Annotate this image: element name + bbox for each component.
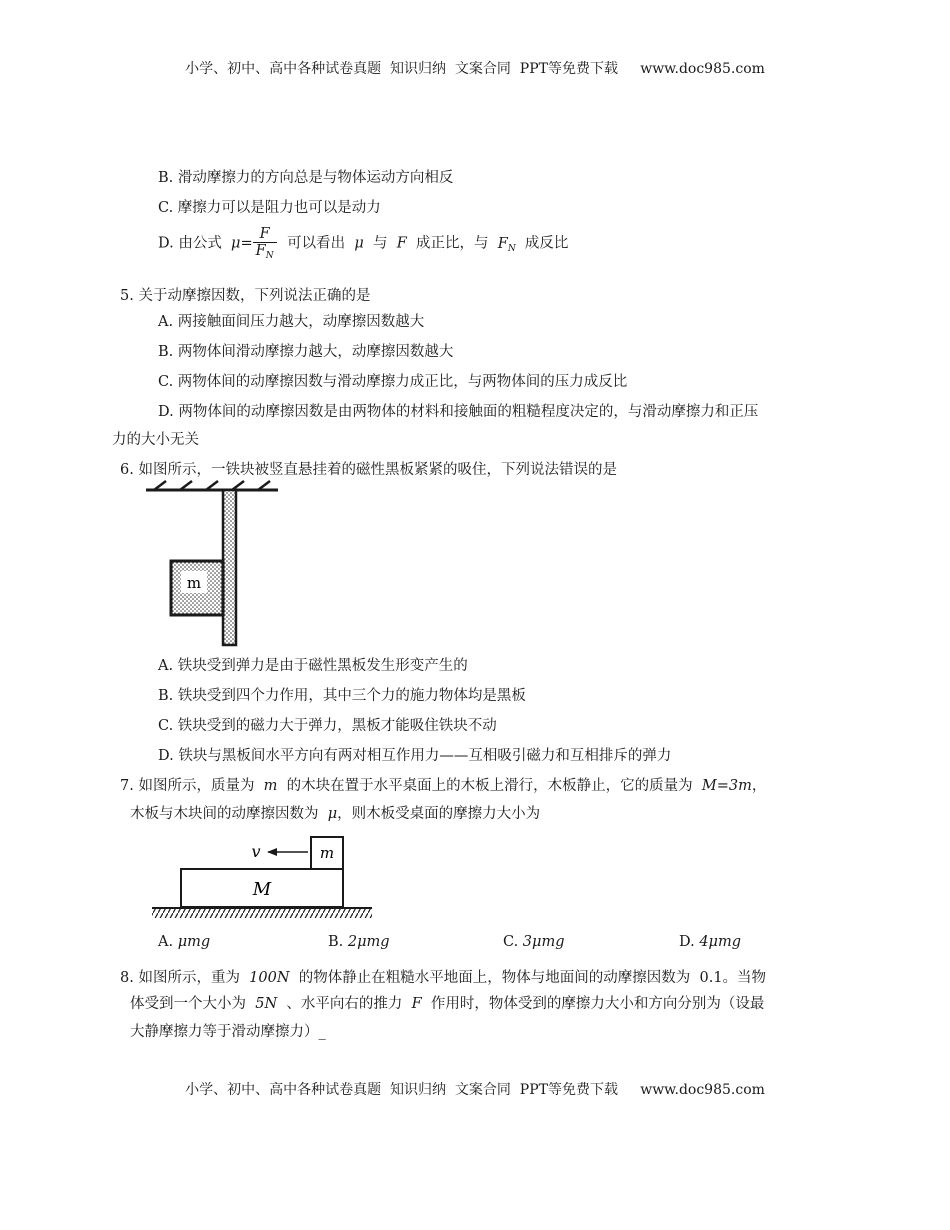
q5-option-d-line2: 力的大小无关: [112, 432, 199, 448]
q5-option-b: B. 两物体间滑动摩擦力越大，动摩擦因数越大: [158, 344, 454, 360]
iron-block-label: m: [186, 574, 202, 592]
block-m-label: m: [319, 844, 335, 862]
q6-option-d: D. 铁块与黑板间水平方向有两对相互作用力——互相吸引磁力和互相排斥的弹力: [158, 748, 672, 764]
q4-option-d-end: 成反比: [524, 235, 569, 252]
q7-figure-block-on-board: [148, 832, 378, 924]
q8-mu-value: 0.1: [699, 970, 723, 986]
q4-formula-mu: μ=: [231, 235, 253, 252]
q7-stem2-mu: μ: [327, 806, 338, 822]
q7-stem1-c: ，: [751, 778, 767, 794]
page-footer: 小学、初中、高中各种试卷真题 知识归纳 文案合同 PPT等免费下载 www.doc985.com: [185, 1082, 765, 1098]
q4-option-d-mid2: 成正比，与: [416, 235, 489, 252]
q7-stem-line2: [130, 802, 540, 823]
q5-option-a: A. 两接触面间压力越大，动摩擦因数越大: [158, 314, 425, 330]
q6-option-b: B. 铁块受到四个力作用，其中三个力的施力物体均是黑板: [158, 688, 526, 704]
q8-force-value: 5N: [255, 996, 278, 1012]
velocity-label: v: [251, 842, 261, 861]
q7-stem-line1: [120, 774, 766, 795]
magnetic-board: [223, 490, 236, 645]
q4-with: 与: [373, 235, 388, 252]
q7-stem1-b: 的木块在置于水平桌面上的木板上滑行，木板静止，它的质量为: [286, 778, 693, 794]
board-M-label: M: [252, 879, 272, 900]
q7-option-d: D. 4μmg: [679, 934, 742, 950]
q8-force-F: F: [411, 996, 422, 1012]
q4-option-d: [158, 226, 568, 261]
q6-figure-magnetic-board: [140, 478, 285, 653]
table-hatch: [152, 909, 372, 918]
q8-l2-b: 、水平向右的推力: [286, 996, 403, 1012]
q4-option-d-mid1: 可以看出: [287, 235, 346, 252]
q8-l2-c: 作用时，物体受到的摩擦力大小和方向分别为（设最: [430, 996, 765, 1012]
q7-stem1-eq: M=3m: [701, 778, 752, 794]
q4-option-b: B. 滑动摩擦力的方向总是与物体运动方向相反: [158, 170, 454, 186]
q5-option-d-line1: D. 两物体间的动摩擦因数是由两物体的材料和接触面的粗糙程度决定的，与滑动摩擦力和正压: [158, 404, 759, 420]
q8-line1: [120, 966, 766, 987]
q7-stem1-m: m: [263, 778, 278, 794]
q4-mu: μ: [354, 235, 364, 252]
q8-line3: 大静摩擦力等于滑动摩擦力）_: [130, 1024, 326, 1040]
q8-l1-b: 的物体静止在粗糙水平地面上，物体与地面间的动摩擦因数为: [298, 970, 691, 986]
q5-stem: 5. 关于动摩擦因数，下列说法正确的是: [120, 288, 371, 304]
q4-option-c: C. 摩擦力可以是阻力也可以是动力: [158, 200, 381, 216]
q4-formula-fraction: [253, 226, 277, 261]
q8-weight: 100N: [249, 970, 290, 986]
q5-option-c: C. 两物体间的动摩擦因数与滑动摩擦力成正比，与两物体间的压力成反比: [158, 374, 628, 390]
q4-formula-numerator: F: [253, 226, 277, 243]
q7-stem2-a: 木板与木块间的动摩擦因数为: [130, 806, 319, 822]
velocity-arrowhead: [267, 848, 277, 856]
q8-l2-a: 体受到一个大小为: [130, 996, 246, 1012]
q4-FN: $F_N$: [497, 235, 516, 254]
q4-formula-denominator: $F_N$: [255, 243, 274, 261]
q7-option-a: A. μmg: [158, 934, 211, 950]
q7-option-b: B. 2μmg: [328, 934, 390, 950]
q6-stem: 6. 如图所示，一铁块被竖直悬挂着的磁性黑板紧紧的吸住，下列说法错误的是: [120, 462, 617, 478]
q8-l1-a: 8. 如图所示，重为: [120, 970, 240, 986]
q4-F: F: [396, 235, 407, 252]
q7-stem1-a: 7. 如图所示，质量为: [120, 778, 255, 794]
q8-l1-c: 。当物: [722, 970, 767, 986]
q6-option-a: A. 铁块受到弹力是由于磁性黑板发生形变产生的: [158, 658, 468, 674]
q4-option-d-prefix: D. 由公式: [158, 235, 222, 252]
q7-stem2-b: ，则木板受桌面的摩擦力大小为: [337, 806, 541, 822]
q8-line2: [130, 992, 764, 1013]
q6-option-c: C. 铁块受到的磁力大于弹力，黑板才能吸住铁块不动: [158, 718, 497, 734]
q7-option-c: C. 3μmg: [503, 934, 565, 950]
page-header: 小学、初中、高中各种试卷真题 知识归纳 文案合同 PPT等免费下载 www.doc985.com: [185, 61, 765, 77]
